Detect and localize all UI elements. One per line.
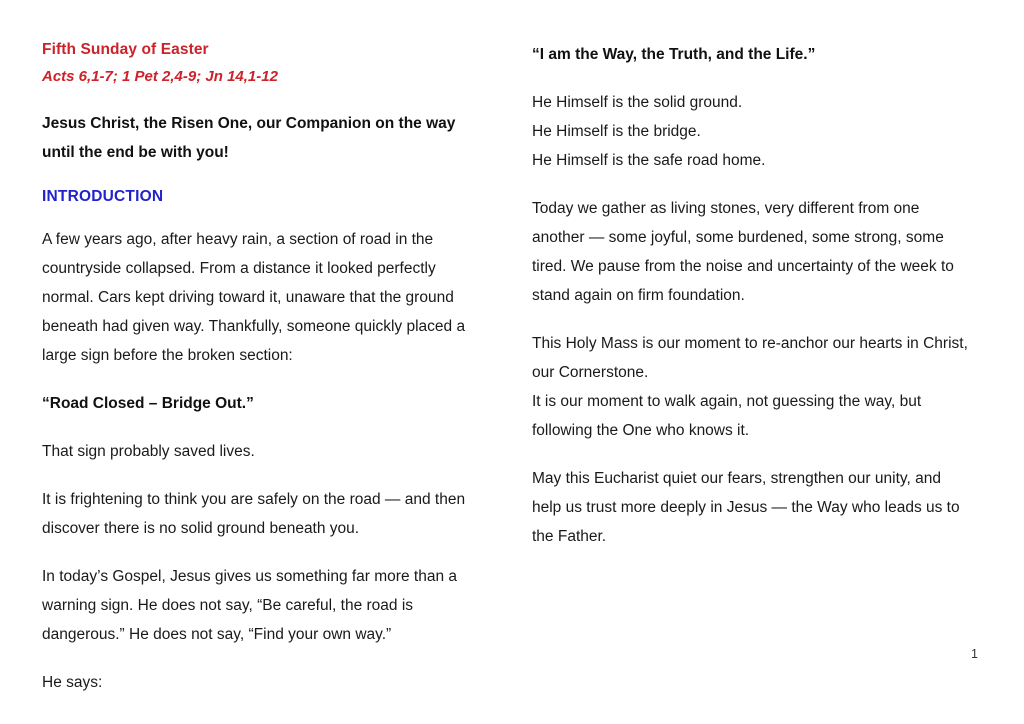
greeting-line: Jesus Christ, the Risen One, our Companion on the way until the end be with you! [42,115,456,162]
gospel-quote: “I am the Way, the Truth, and the Life.” [532,46,816,63]
document-title: Fifth Sunday of Easter [42,41,209,58]
right-column [532,40,974,551]
he-himself-lines: He Himself is the solid ground. He Himself is the bridge. He Himself is the safe road home. [532,94,766,169]
paragraph: Today we gather as living stones, very different from one another — some joyful, some burdened, some strong, some tired. We pause from the noise and uncertainty of the week to stand again on firm foundation. [532,200,954,304]
paragraph: This Holy Mass is our moment to re-anchor our hearts in Christ, our Cornerstone. It is our moment to walk again, not guessing the way, but following the One who knows it. [532,335,968,439]
paragraph: He says: [42,674,103,692]
paragraph: May this Eucharist quiet our fears, strengthen our unity, and help us trust more deeply in Jesus — the Way who leads us to the Father. [532,470,960,545]
paragraph: In today’s Gospel, Jesus gives us something far more than a warning sign. He does not say, “Be careful, the road is dangerous.” He does not say, “Find your own way.” [42,568,457,644]
paragraph: A few years ago, after heavy rain, a section of road in the countryside collapsed. From a distance it looked perfectly normal. Cars kept driving toward it, unaware that the ground beneath had given way. Thankfully, someone quickly placed a large sign before the broken section: [42,231,466,365]
road-sign-quote: “Road Closed – Bridge Out.” [42,395,254,413]
page-number: 1 [971,646,978,661]
section-heading-introduction: INTRODUCTION [42,188,164,206]
left-column [42,40,484,697]
paragraph: That sign probably saved lives. [42,443,255,461]
scripture-reference: Acts 6,1-7; 1 Pet 2,4-9; Jn 14,1-12 [42,67,278,85]
paragraph: It is frightening to think you are safely on the road — and then discover there is no solid ground beneath you. [42,491,466,538]
two-column-layout [42,40,982,697]
